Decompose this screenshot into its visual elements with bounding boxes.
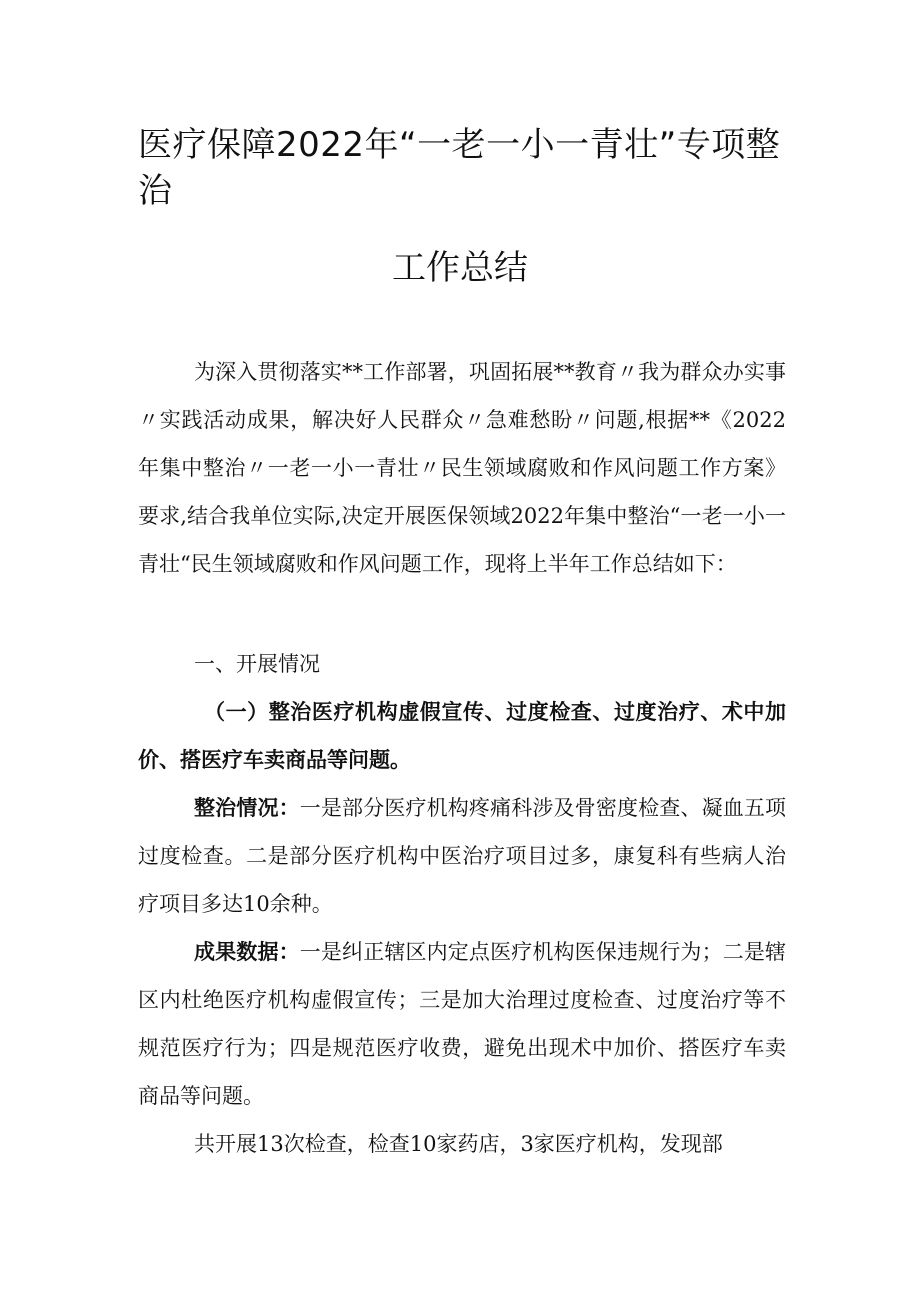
rectification-text: 一是部分医疗机构疼痛科涉及骨密度检查、凝血五项过度检查。二是部分医疗机构中医治疗项目过多，康复科有些病人治疗项目多达10余种。 bbox=[138, 796, 787, 916]
results-paragraph bbox=[138, 928, 786, 1120]
rectification-paragraph bbox=[138, 784, 786, 928]
section-heading: 一、开展情况 bbox=[194, 652, 320, 676]
results-text: 一是纠正辖区内定点医疗机构医保违规行为；二是辖区内杜绝医疗机构虚假宣传；三是加大治理过度检查、过度治疗等不规范医疗行为；四是规范医疗收费，避免出现术中加价、搭医疗车卖商品等问题。 bbox=[138, 940, 787, 1108]
document-title-continued: 治 bbox=[138, 171, 172, 211]
document-title: 医疗保障2022年“一老一小一青壮”专项整 bbox=[138, 125, 781, 165]
intro-paragraph: 为深入贯彻落实**工作部署，巩固拓展**教育〃我为群众办实事〃实践活动成果，解决好人民群众〃急难愁盼〃问题,根据**《2022年集中整治〃一老一小一青壮〃民生领域腐败和作风问题工作方案》要求,结合我单位实际,决定开展医保领域2022年集中整治“一老一小一青壮“民生领域腐败和作风问题工作，现将上半年工作总结如下： bbox=[138, 360, 786, 576]
document-subtitle: 工作总结 bbox=[392, 248, 528, 288]
subsection-heading: （一）整治医疗机构虚假宣传、过度检查、过度治疗、术中加价、搭医疗车卖商品等问题。 bbox=[138, 700, 786, 772]
final-paragraph: 共开展13次检查，检查10家药店，3家医疗机构，发现部 bbox=[194, 1132, 723, 1156]
results-label: 成果数据： bbox=[194, 940, 300, 964]
rectification-label: 整治情况： bbox=[194, 796, 300, 820]
